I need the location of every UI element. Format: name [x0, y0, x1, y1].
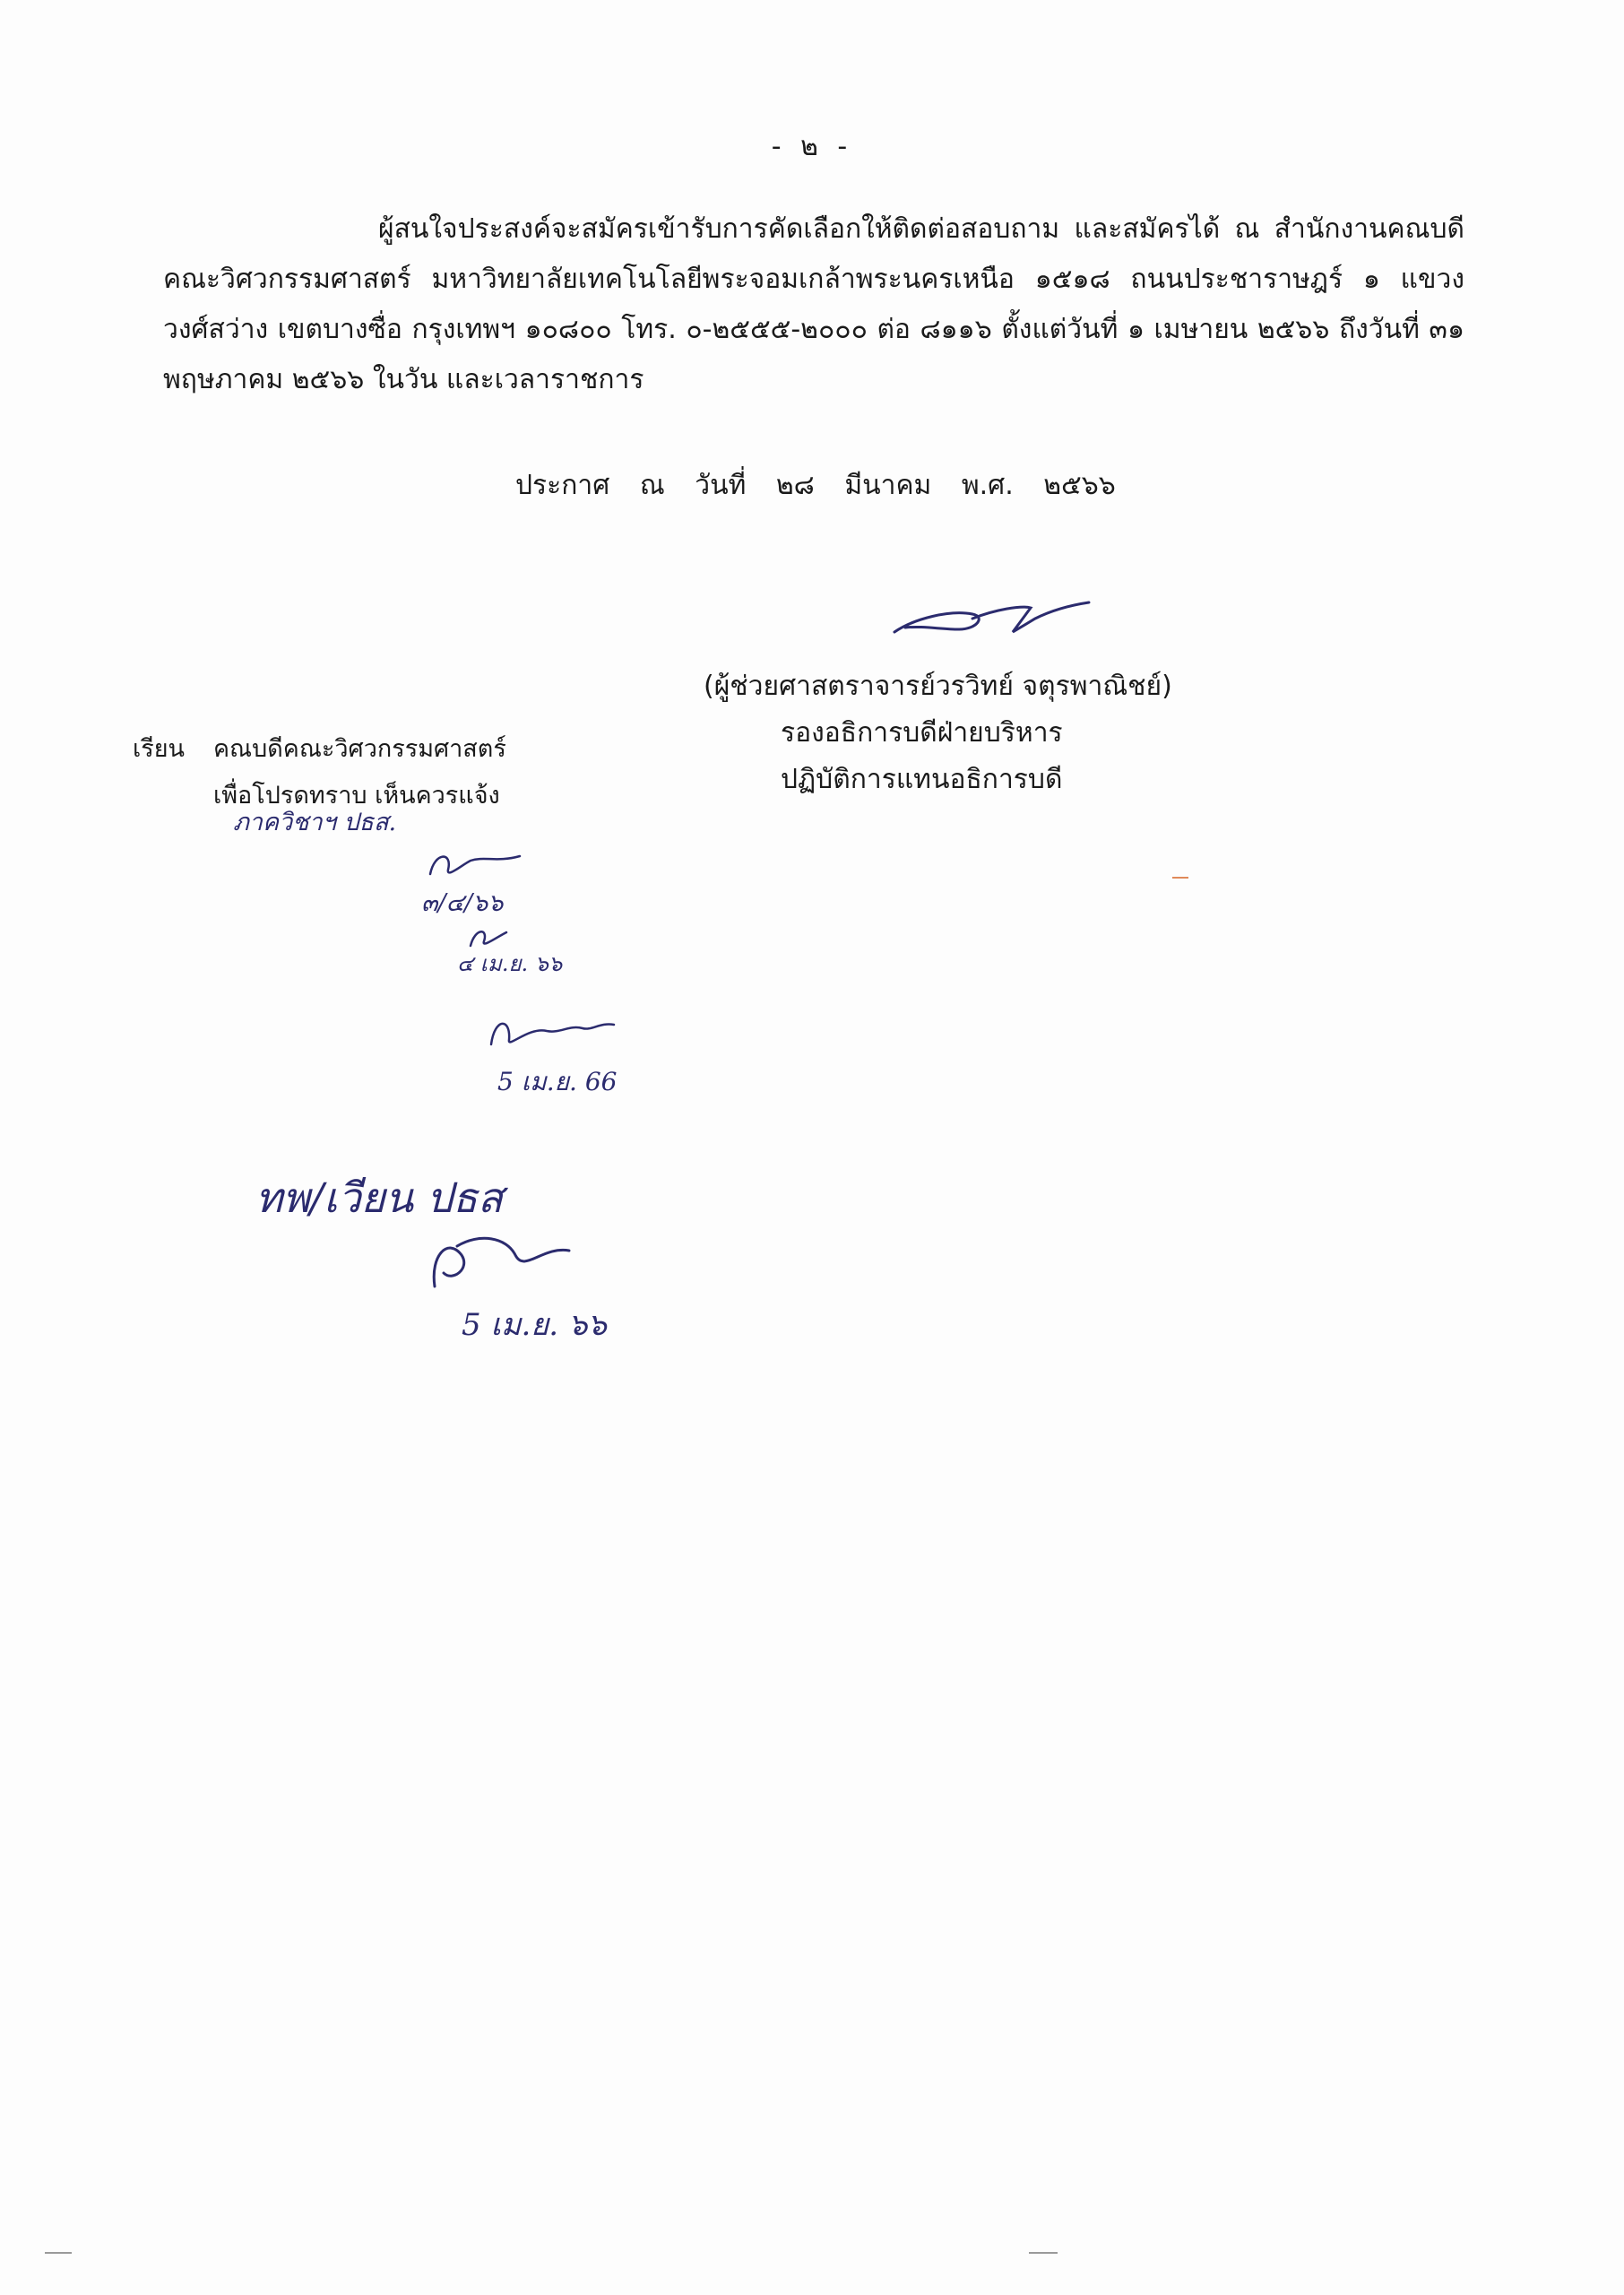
- signer-name: (ผู้ช่วยศาสตราจารย์วรวิทย์ จตุรพาณิชย์): [704, 671, 1172, 702]
- handwritten-note: ภาควิชาฯ ปธส.: [233, 809, 397, 836]
- scan-artifact: [1172, 877, 1188, 879]
- announcement-date: ประกาศ ณ วันที่ ๒๘ มีนาคม พ.ศ. ๒๕๖๖: [515, 470, 1116, 501]
- scan-artifact: [45, 2252, 72, 2254]
- signer-position-1: รองอธิการบดีฝ่ายบริหาร: [781, 717, 1063, 749]
- handwritten-note: ๓/๔/๖๖: [421, 889, 504, 917]
- recipient-row-1: [133, 726, 599, 773]
- page-number: - ๒ -: [771, 131, 853, 162]
- handwritten-note: 5 เม.ย. 66: [497, 1067, 618, 1096]
- handwritten-initials: [417, 1219, 578, 1300]
- handwritten-note: ๔ เม.ย. ๖๖: [457, 951, 563, 976]
- body-paragraph: ผู้สนใจประสงค์จะสมัครเข้ารับการคัดเลือกให้ติดต่อสอบถาม และสมัครได้ ณ สำนักงานคณบดี คณะวิศวกรรมศาสตร์ มหาวิทยาลัยเทคโนโลยีพระจอมเกล้าพระนครเหนือ ๑๕๑๘ ถนนประชาราษฎร์ ๑ แขวงวงศ์สว่าง เขตบางซื่อ กรุงเทพฯ ๑๐๘๐๐ โทร. ๐-๒๕๕๕-๒๐๐๐ ต่อ ๘๑๑๖ ตั้งแต่วันที่ ๑ เมษายน ๒๕๖๖ ถึงวันที่ ๓๑ พฤษภาคม ๒๕๖๖ ในวัน และเวลาราชการ: [163, 213, 1464, 395]
- handwritten-initials: [421, 843, 529, 888]
- recipient-block: [133, 726, 599, 819]
- signer-position-2: ปฏิบัติการแทนอธิการบดี: [781, 764, 1063, 795]
- handwritten-note: 5 เม.ย. ๖๖: [462, 1307, 607, 1343]
- recipient-row-2: [133, 773, 599, 819]
- signer-block: [704, 663, 1205, 803]
- handwritten-initials: [462, 923, 515, 950]
- recipient-line-2: เพื่อโปรดทราบ เห็นควรแจ้ง: [213, 782, 500, 810]
- signature-mark: [887, 583, 1093, 654]
- recipient-line-1: คณบดีคณะวิศวกรรมศาสตร์: [213, 735, 506, 763]
- recipient-label: เรียน: [133, 735, 186, 763]
- handwritten-initials: [484, 1009, 618, 1053]
- handwritten-note: ทพ/เวียน ปธส: [255, 1173, 504, 1222]
- scan-artifact: [1029, 2252, 1058, 2254]
